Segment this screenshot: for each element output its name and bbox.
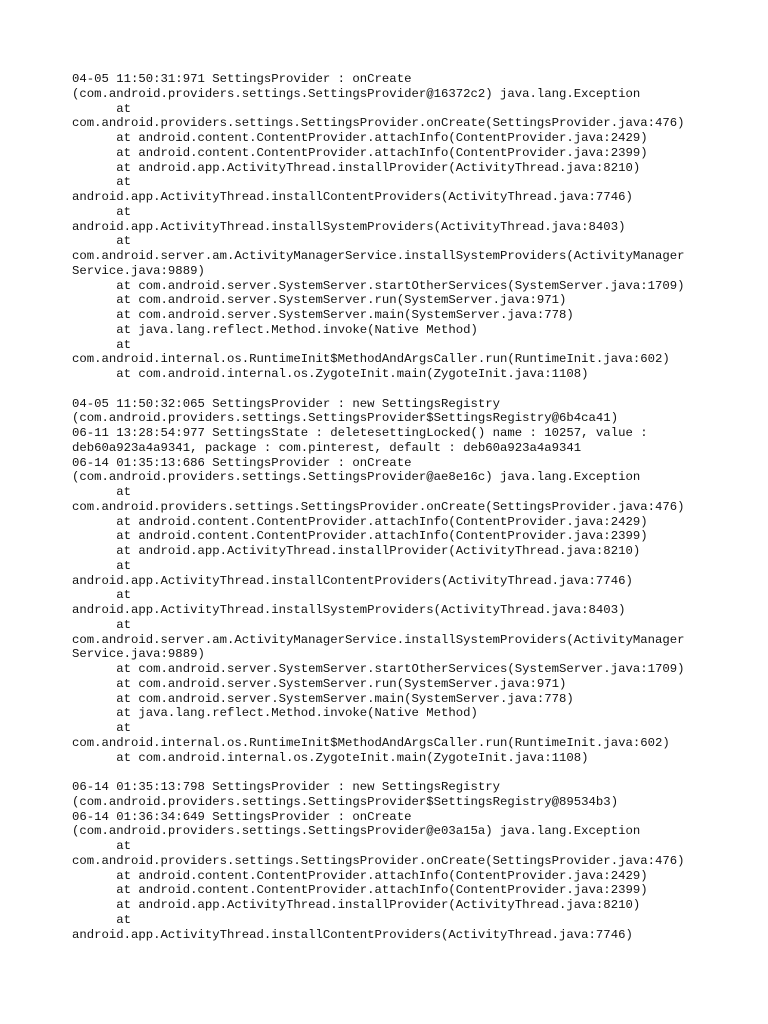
log-text-block: 04-05 11:50:31:971 SettingsProvider : onCreate (com.android.providers.settings.SettingsProvider@16372c2) java.lang.Exception at com.android.providers.settings.SettingsProvider.onCreate(SettingsProvider.java:476) at android.content.ContentProvider.attachInfo(ContentProvider.java:2429) at android.content.ContentProvider.attachInfo(ContentProvider.java:2399) at android.app.ActivityThread.installProvider(ActivityThread.java:8210) at android.app.ActivityThread.installContentProviders(ActivityThread.java:7746) at android.app.ActivityThread.installSystemProviders(ActivityThread.java:8403) at com.android.server.am.ActivityManagerService.installSystemProviders(ActivityManager Service.java:9889) at com.android.server.SystemServer.startOtherServices(SystemServer.java:1709) at com.android.server.SystemServer.run(SystemServer.java:971) at com.android.server.SystemServer.main(SystemServer.java:778) at java.lang.reflect.Method.invoke(Native Method) at com.android.internal.os.RuntimeInit$MethodAndArgsCaller.run(RuntimeInit.java:602) at com.android.internal.os.ZygoteInit.main(ZygoteInit.java:1108) 04-05 11:50:32:065 SettingsProvider : new SettingsRegistry (com.android.providers.settings.SettingsProvider$SettingsRegistry@6b4ca41) 06-11 13:28:54:977 SettingsState : deletesettingLocked() name : 10257, value : deb60a923a4a9341, package : com.pinterest, default : deb60a923a4a9341 06-14 01:35:13:686 SettingsProvider : onCreate (com.android.providers.settings.SettingsProvider@ae8e16c) java.lang.Exception at com.android.providers.settings.SettingsProvider.onCreate(SettingsProvider.java:476) at android.content.ContentProvider.attachInfo(ContentProvider.java:2429) at android.content.ContentProvider.attachInfo(ContentProvider.java:2399) at android.app.ActivityThread.installProvider(ActivityThread.java:8210) at android.app.ActivityThread.installContentProviders(ActivityThread.java:7746) at android.app.ActivityThread.installSystemProviders(ActivityThread.java:8403) at com.android.server.am.ActivityManagerService.installSystemProviders(ActivityManager Service.java:9889) at com.android.server.SystemServer.startOtherServices(SystemServer.java:1709) at com.android.server.SystemServer.run(SystemServer.java:971) at com.android.server.SystemServer.main(SystemServer.java:778) at java.lang.reflect.Method.invoke(Native Method) at com.android.internal.os.RuntimeInit$MethodAndArgsCaller.run(RuntimeInit.java:602) at com.android.internal.os.ZygoteInit.main(ZygoteInit.java:1108) 06-14 01:35:13:798 SettingsProvider : new SettingsRegistry (com.android.providers.settings.SettingsProvider$SettingsRegistry@89534b3) 06-14 01:36:34:649 SettingsProvider : onCreate (com.android.providers.settings.SettingsProvider@e03a15a) java.lang.Exception at com.android.providers.settings.SettingsProvider.onCreate(SettingsProvider.java:476) at android.content.ContentProvider.attachInfo(ContentProvider.java:2429) at android.content.ContentProvider.attachInfo(ContentProvider.java:2399) at android.app.ActivityThread.installProvider(ActivityThread.java:8210) at android.app.ActivityThread.installContentProviders(ActivityThread.java:7746) [72, 72, 685, 942]
